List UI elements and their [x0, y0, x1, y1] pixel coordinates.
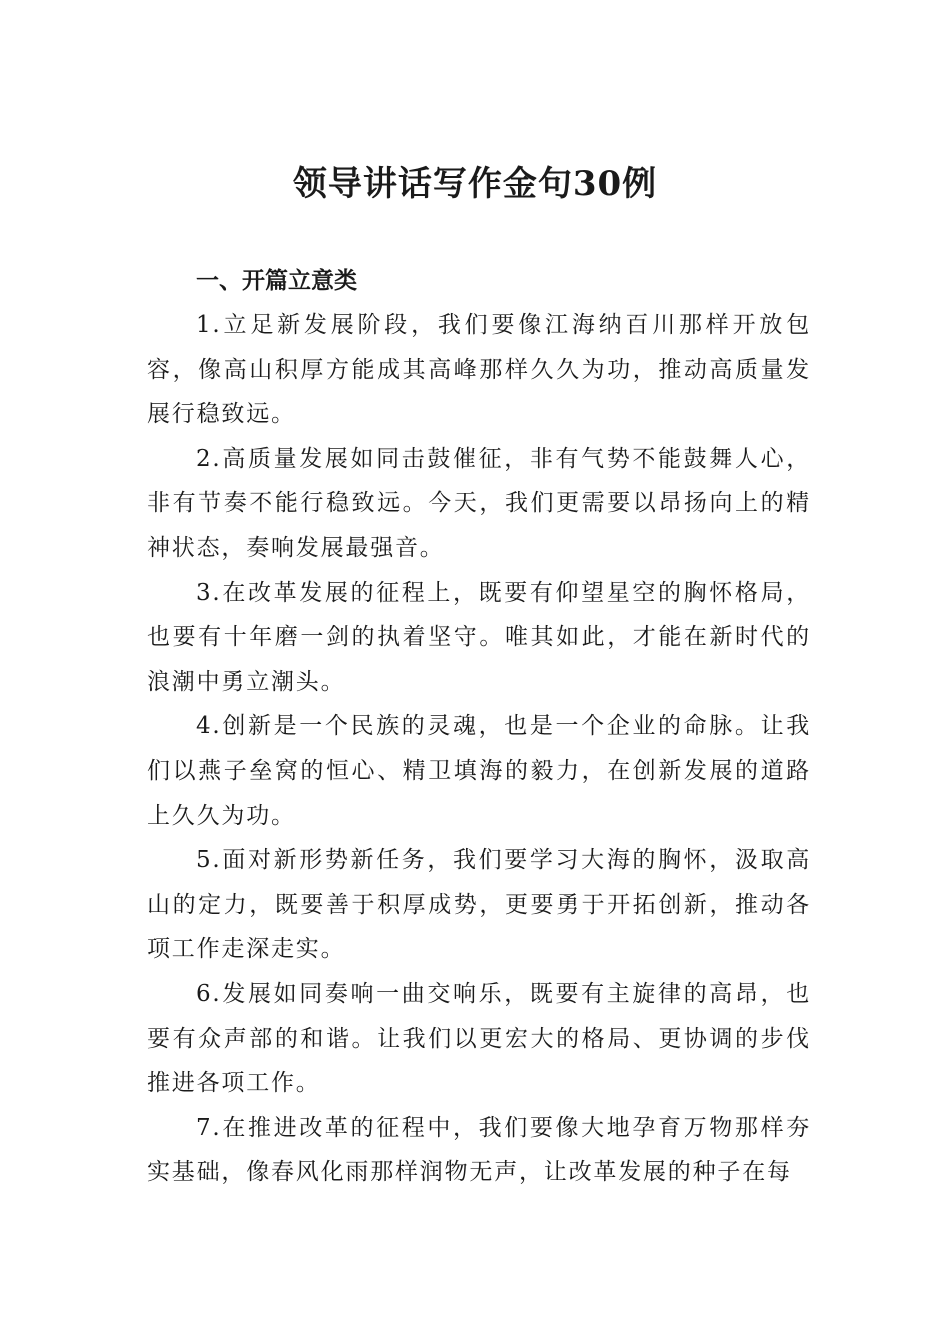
section-heading: 一、开篇立意类 — [196, 268, 357, 294]
paragraph-7: 7.在推进改革的征程中，我们要像大地孕育万物那样夯实基础，像春风化雨那样润物无声，让改革发展的种子在每 — [147, 1114, 811, 1186]
paragraph-3: 3.在改革发展的征程上，既要有仰望星空的胸怀格局，也要有十年磨一剑的执着坚守。唯其如此，才能在新时代的浪潮中勇立潮头。 — [147, 579, 811, 695]
paragraph-1: 1.立足新发展阶段，我们要像江海纳百川那样开放包容，像高山积厚方能成其高峰那样久久为功，推动高质量发展行稳致远。 — [147, 312, 811, 428]
paragraph-4: 4.创新是一个民族的灵魂，也是一个企业的命脉。让我们以燕子垒窝的恒心、精卫填海的毅力，在创新发展的道路上久久为功。 — [147, 713, 811, 829]
document-body — [147, 259, 811, 1195]
document-title: 领导讲话写作金句30例 — [292, 164, 658, 204]
paragraph-2: 2.高质量发展如同击鼓催征，非有气势不能鼓舞人心，非有节奏不能行稳致远。今天，我们更需要以昂扬向上的精神状态，奏响发展最强音。 — [147, 445, 811, 561]
paragraph-6: 6.发展如同奏响一曲交响乐，既要有主旋律的高昂，也要有众声部的和谐。让我们以更宏大的格局、更协调的步伐推进各项工作。 — [147, 980, 811, 1097]
paragraph-5: 5.面对新形势新任务，我们要学习大海的胸怀，汲取高山的定力，既要善于积厚成势，更要勇于开拓创新，推动各项工作走深走实。 — [147, 847, 811, 963]
